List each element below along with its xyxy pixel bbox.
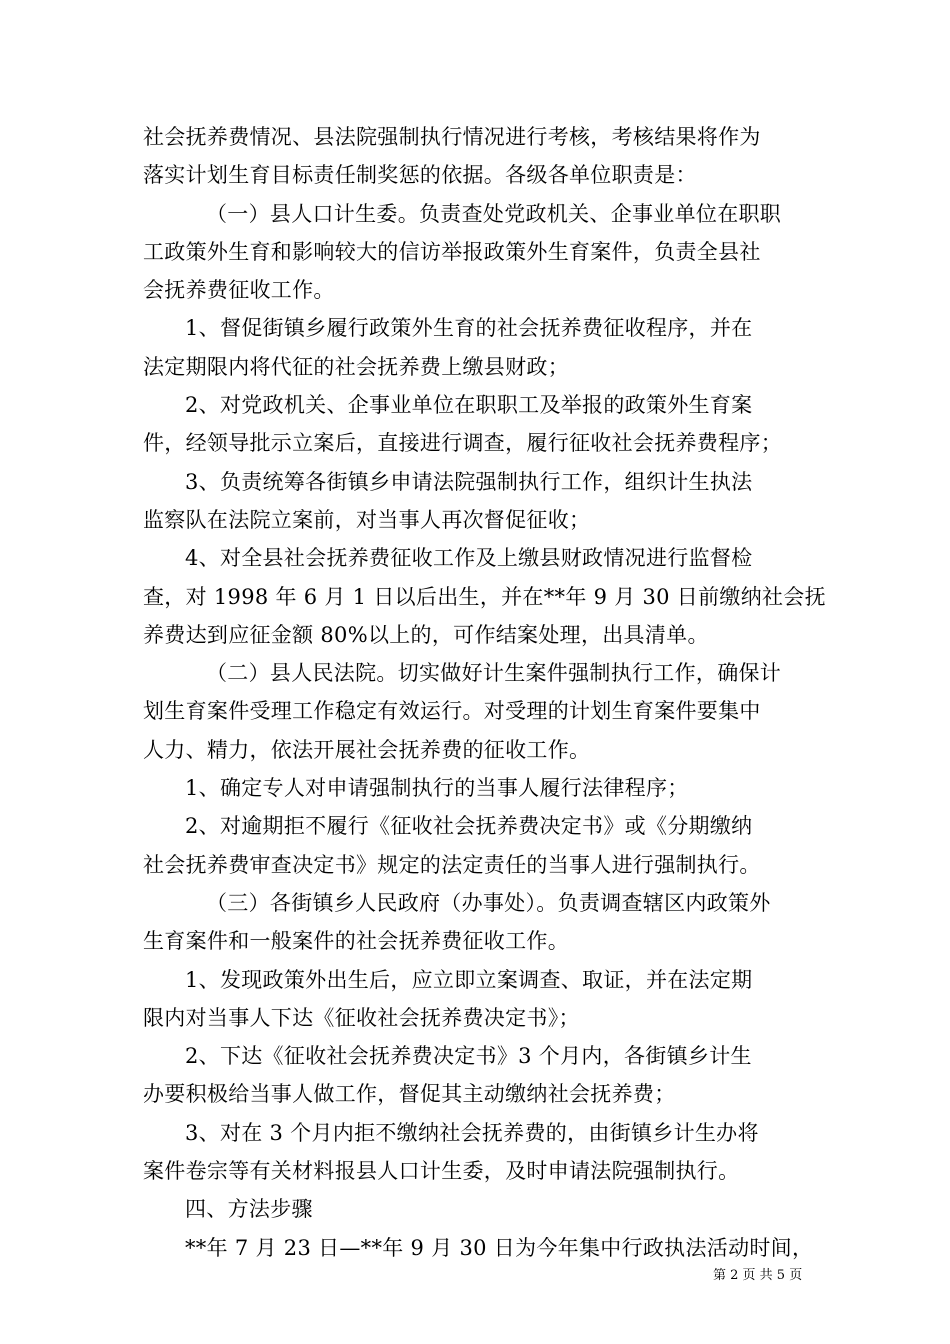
text-line: 限内对当事人下达《征收社会抚养费决定书》； bbox=[143, 1005, 580, 1030]
list-item: 1、督促街镇乡履行政策外生育的社会抚养费征收程序，并在 bbox=[185, 316, 753, 341]
section-heading-1: （一）县人口计生委。负责查处党政机关、企事业单位在职职 bbox=[206, 201, 782, 226]
text-line: 划生育案件受理工作稳定有效运行。对受理的计划生育案件要集中 bbox=[143, 699, 761, 724]
list-item: 3、负责统筹各街镇乡申请法院强制执行工作，组织计生执法 bbox=[185, 469, 753, 494]
text-line: 落实计划生育目标责任制奖惩的依据。各级各单位职责是： bbox=[143, 163, 697, 188]
text-line: 查，对 1998 年 6 月 1 日以后出生，并在**年 9 月 30 日前缴纳社会抚 bbox=[143, 584, 826, 609]
document-body bbox=[143, 118, 826, 1267]
text-line: 监察队在法院立案前，对当事人再次督促征收； bbox=[143, 507, 591, 532]
list-item: 4、对全县社会抚养费征收工作及上缴县财政情况进行监督检 bbox=[185, 546, 753, 571]
list-item: 2、下达《征收社会抚养费决定书》3 个月内，各街镇乡计生 bbox=[185, 1044, 752, 1069]
text-line: 养费达到应征金额 80%以上的，可作结案处理，出具清单。 bbox=[143, 622, 709, 647]
text-line: **年 7 月 23 日—**年 9 月 30 日为今年集中行政执法活动时间， bbox=[185, 1235, 814, 1260]
page-number: 第 2 页 共 5 页 bbox=[713, 1268, 803, 1283]
text-line: 会抚养费征收工作。 bbox=[143, 278, 335, 303]
text-line: 案件卷宗等有关材料报县人口计生委，及时申请法院强制执行。 bbox=[143, 1159, 740, 1184]
list-item: 1、发现政策外出生后，应立即立案调查、取证，并在法定期 bbox=[185, 967, 753, 992]
text-line: 办要积极给当事人做工作，督促其主动缴纳社会抚养费； bbox=[143, 1082, 676, 1107]
text-line: 生育案件和一般案件的社会抚养费征收工作。 bbox=[143, 929, 569, 954]
text-line: 社会抚养费审查决定书》规定的法定责任的当事人进行强制执行。 bbox=[143, 852, 761, 877]
section-heading-4: 四、方法步骤 bbox=[185, 1197, 313, 1222]
text-line: 工政策外生育和影响较大的信访举报政策外生育案件，负责全县社 bbox=[143, 239, 761, 264]
text-line: 法定期限内将代征的社会抚养费上缴县财政； bbox=[143, 354, 569, 379]
text-line: 社会抚养费情况、县法院强制执行情况进行考核，考核结果将作为 bbox=[143, 125, 761, 149]
section-heading-2: （二）县人民法院。切实做好计生案件强制执行工作，确保计 bbox=[206, 661, 782, 686]
section-heading-3: （三）各街镇乡人民政府（办事处）。负责调查辖区内政策外 bbox=[206, 890, 771, 915]
list-item: 1、确定专人对申请强制执行的当事人履行法律程序； bbox=[185, 776, 689, 801]
list-item: 2、对党政机关、企事业单位在职职工及举报的政策外生育案 bbox=[185, 393, 753, 418]
list-item: 3、对在 3 个月内拒不缴纳社会抚养费的，由街镇乡计生办将 bbox=[185, 1120, 759, 1145]
text-line: 人力、精力，依法开展社会抚养费的征收工作。 bbox=[143, 737, 591, 762]
list-item: 2、对逾期拒不履行《征收社会抚养费决定书》或《分期缴纳 bbox=[185, 814, 753, 839]
text-line: 件，经领导批示立案后，直接进行调查，履行征收社会抚养费程序； bbox=[143, 431, 782, 456]
